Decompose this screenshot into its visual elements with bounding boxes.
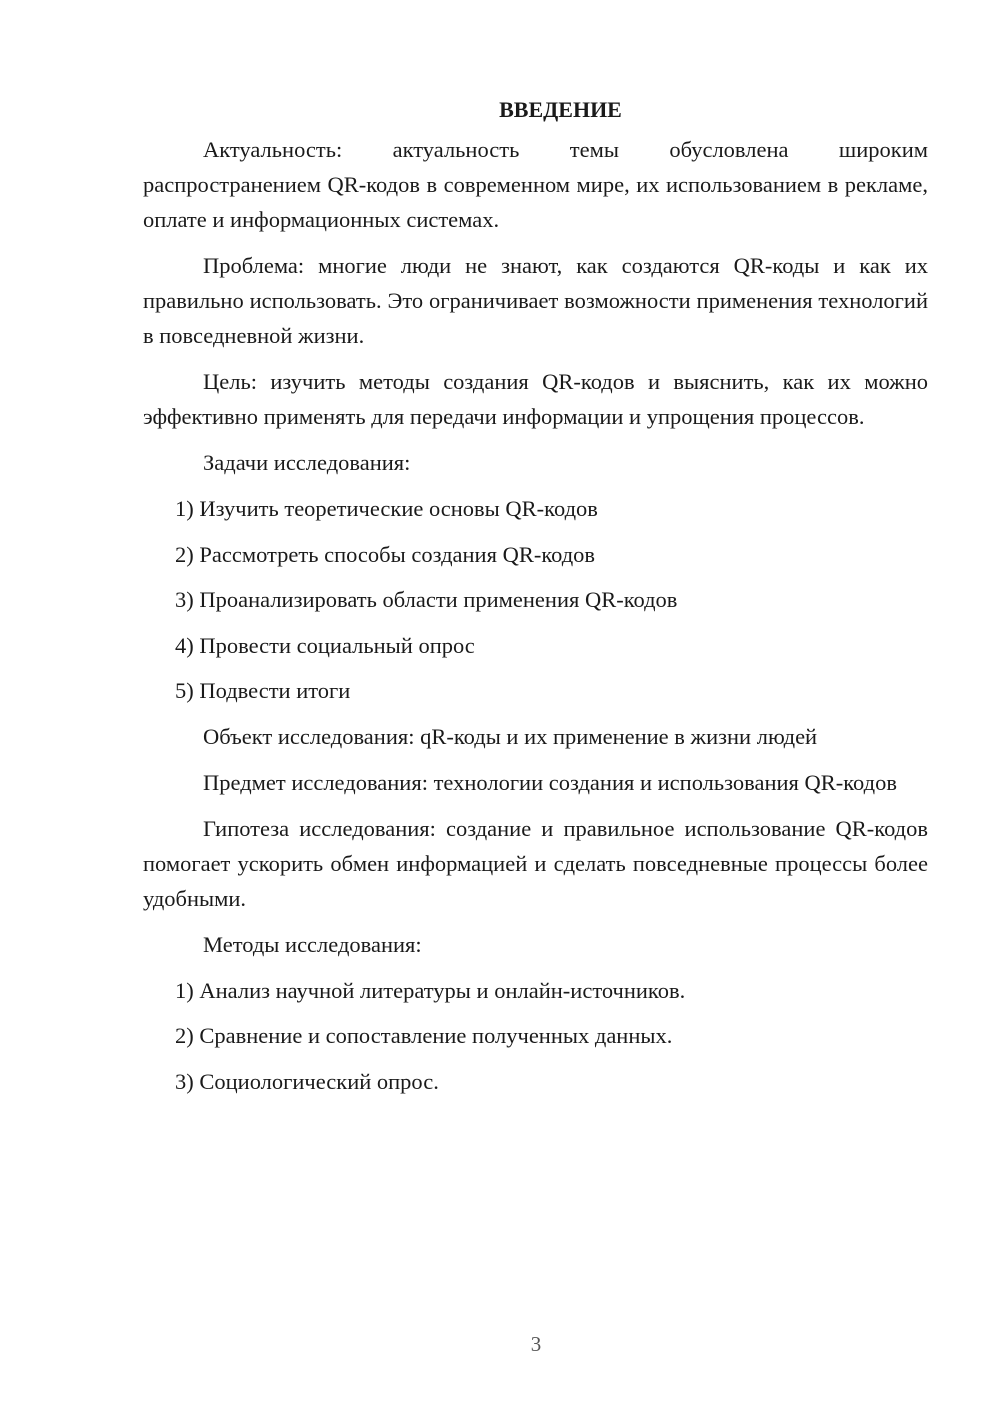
task-item: 3) Проанализировать области применения QR-кодов — [175, 587, 678, 612]
method-item: 2) Сравнение и сопоставление полученных данных. — [175, 1023, 673, 1048]
document-body — [143, 88, 928, 1109]
task-item: 5) Подвести итоги — [175, 678, 351, 703]
page-number: 3 — [530, 1332, 542, 1356]
subject-paragraph: Предмет исследования: технологии создания и использования QR-кодов — [203, 769, 897, 795]
object-paragraph: Объект исследования: qR-коды и их применение в жизни людей — [203, 723, 818, 749]
page-title: ВВЕДЕНИЕ — [499, 97, 622, 122]
task-item: 1) Изучить теоретические основы QR-кодов — [175, 496, 598, 521]
method-item: 3) Социологический опрос. — [175, 1068, 439, 1094]
task-item: 4) Провести социальный опрос — [175, 632, 475, 658]
method-item: 1) Анализ научной литературы и онлайн-источников. — [175, 977, 686, 1003]
task-item: 2) Рассмотреть способы создания QR-кодов — [175, 541, 596, 567]
goal-paragraph: Цель: изучить методы создания QR-кодов и выяснить, как их можно эффективно применять для передачи информации и упрощения процессов. — [143, 369, 928, 429]
methods-heading: Методы исследования: — [203, 931, 422, 957]
tasks-list — [143, 491, 928, 708]
relevance-paragraph: Актуальность: актуальность темы обусловлена широким распространением QR-кодов в современном мире, их использованием в рекламе, оплате и информационных системах. — [143, 137, 928, 232]
hypothesis-paragraph: Гипотеза исследования: создание и правильное использование QR-кодов помогает ускорить обмен информацией и сделать повседневные процессы более удобными. — [143, 815, 928, 911]
methods-list — [143, 973, 928, 1099]
tasks-heading: Задачи исследования: — [203, 450, 411, 475]
problem-paragraph: Проблема: многие люди не знают, как создаются QR-коды и как их правильно использовать. Это ограничивает возможности применения технологий в повседневной жизни. — [143, 253, 928, 348]
